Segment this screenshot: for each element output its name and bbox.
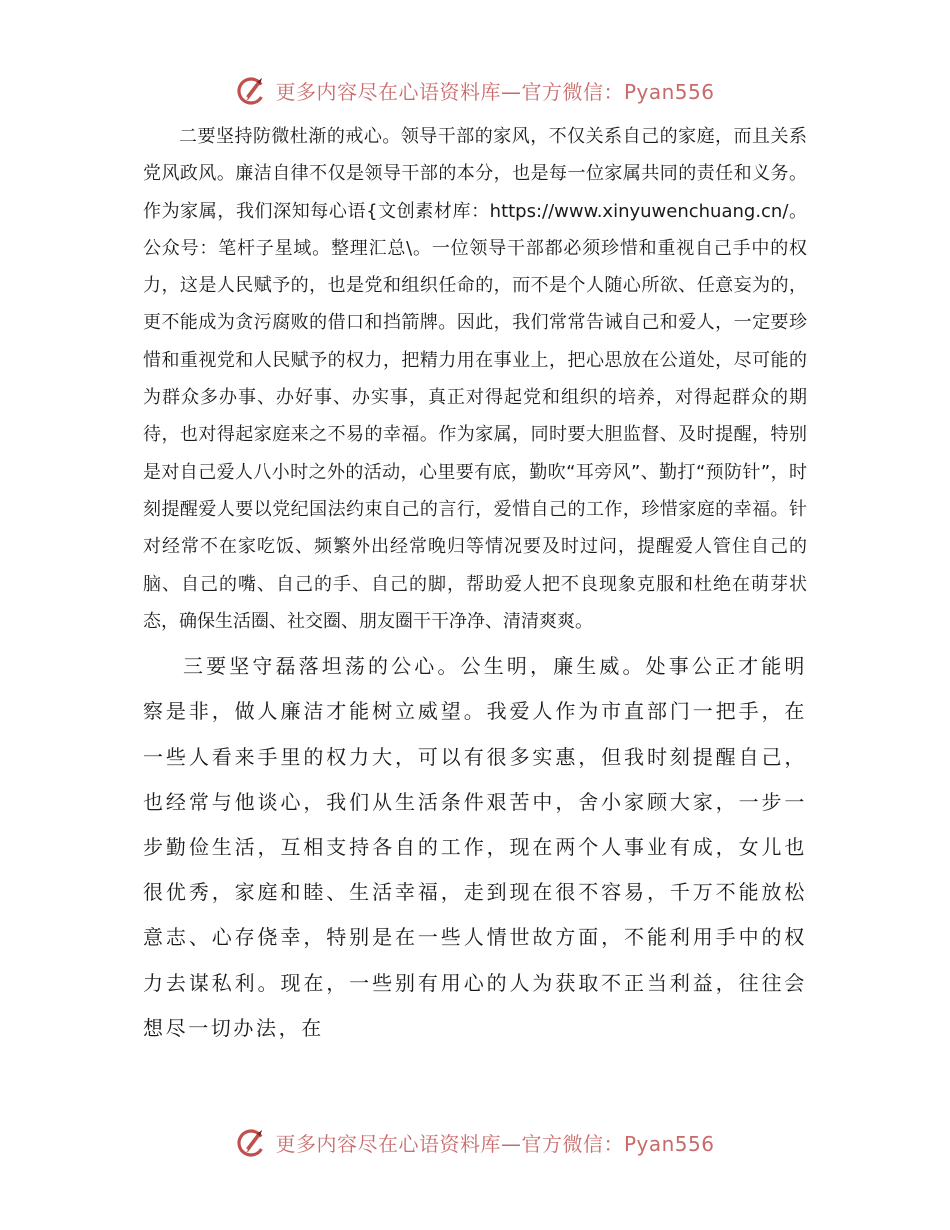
pen-logo-icon bbox=[235, 72, 271, 108]
paragraph-impartiality: 三要坚守磊落坦荡的公心。公生明，廉生威。处事公正才能明察是非，做人廉洁才能树立威望。我爱人作为市直部门一把手，在一些人看来手里的权力大，可以有很多实惠，但我时刻提醒自己，也经常与他谈心，我们从生活条件艰苦中，舍小家顾大家，一步一步勤俭生活，互相支持各自的工作，现在两个人事业有成，女儿也很优秀，家庭和睦、生活幸福，走到现在很不容易，千万不能放松意志、心存侥幸，特别是在一些人情世故方面，不能利用手中的权力去谋私利。现在，一些别有用心的人为获取不正当利益，往往会想尽一切办法，在 bbox=[143, 654, 807, 1040]
paragraph-vigilance: 二要坚持防微杜渐的戒心。领导干部的家风，不仅关系自己的家庭，而且关系党风政风。廉洁自律不仅是领导干部的本分，也是每一位家属共同的责任和义务。作为家属，我们深知每心语{文创素材库：https://www.xinyuwenchuang.cn/。公众号：笔杆子星域。整理汇总\。一位领导干部都必须珍惜和重视自己手中的权力，这是人民赋予的，也是党和组织任命的，而不是个人随心所欲、任意妄为的，更不能成为贪污腐败的借口和挡箭牌。因此，我们常常告诫自己和爱人，一定要珍惜和重视党和人民赋予的权力，把精力用在事业上，把心思放在公道处，尽可能的为群众多办事、办好事、办实事，真正对得起党和组织的培养，对得起群众的期待，也对得起家庭来之不易的幸福。作为家属，同时要大胆监督、及时提醒，特别是对自己爱人八小时之外的活动，心里要有底，勤吹“耳旁风”、勤打“预防针”，时刻提醒爱人要以党纪国法约束自己的言行，爱惜自己的工作，珍惜家庭的幸福。针对经常不在家吃饭、频繁外出经常晚归等情况要及时过问，提醒爱人管住自己的脑、自己的嘴、自己的手、自己的脚，帮助爱人把不良现象克服和杜绝在萌芽状态，确保生活圈、社交圈、朋友圈干干净净、清清爽爽。 bbox=[143, 126, 807, 632]
footer-watermark-banner bbox=[0, 1122, 950, 1162]
document-body bbox=[143, 118, 807, 1051]
footer-watermark-text: 更多内容尽在心语资料库—官方微信：Pyan556 bbox=[275, 1131, 715, 1156]
header-watermark-banner bbox=[0, 70, 950, 110]
pen-logo-icon bbox=[235, 1124, 271, 1160]
header-watermark-text: 更多内容尽在心语资料库—官方微信：Pyan556 bbox=[275, 79, 715, 104]
